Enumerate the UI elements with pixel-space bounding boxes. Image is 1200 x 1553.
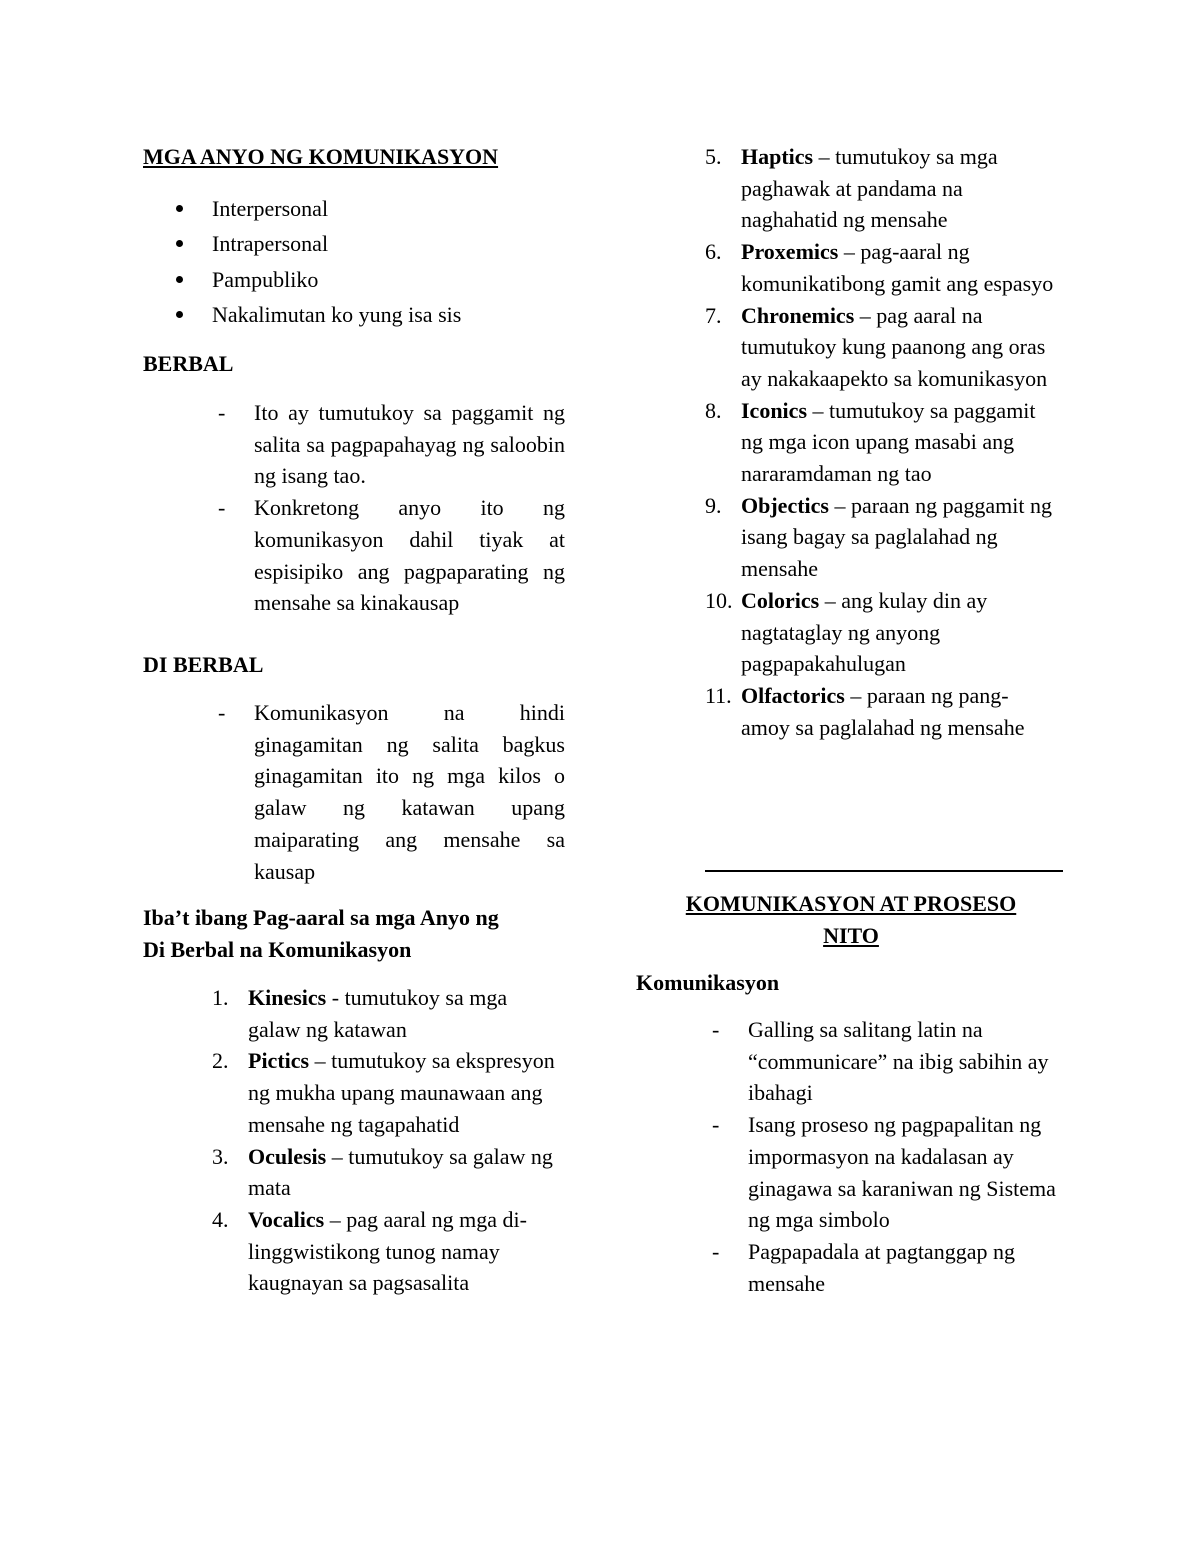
item-desc: ang kulay din ay nagtataglay ng anyong pagpapakahulugan [741, 587, 988, 677]
item-number: 10. [705, 587, 733, 613]
item-desc: tumutukoy sa paggamit ng mga icon upang masabi ang nararamdaman ng tao [741, 397, 1036, 487]
item-separator: – [807, 397, 829, 423]
list-item: - Galling sa salitang latin na “communicare” na ibig sabihin ay ibahagi [712, 1014, 1062, 1109]
list-item: Pampubliko [143, 264, 568, 299]
item-term: Colorics [741, 587, 820, 613]
item-separator: – [854, 302, 877, 328]
pagaaral-heading-line2: Di Berbal na Komunikasyon [143, 937, 412, 962]
list-item [212, 1141, 562, 1204]
item-desc: pag aaral ng mga di-linggwistikong tunog namay kaugnayan sa pagsasalita [248, 1206, 527, 1296]
item-separator: – [819, 587, 842, 613]
item-term: Proxemics [741, 239, 839, 265]
studies-list-left [212, 982, 562, 1299]
list-item: Interpersonal [143, 193, 568, 228]
berbal-list [218, 397, 565, 619]
item-term: Chronemics [741, 302, 855, 328]
item-separator: – [326, 1143, 349, 1169]
item-term: Vocalics [248, 1206, 325, 1232]
item-desc: pag aaral na tumutukoy kung paanong ang oras ay nakakaapekto sa komunikasyon [741, 302, 1048, 391]
item-separator: – [309, 1048, 332, 1074]
berbal-heading: BERBAL [143, 351, 234, 376]
list-item: - Konkretong anyo ito ng komunikasyon dahil tiyak at espisipiko ang pagpaparating ng mensahe sa kinakausap [218, 492, 565, 619]
list-item [705, 680, 1055, 743]
proseso-heading-line1: KOMUNIKASYON AT PROSESO [685, 891, 1017, 916]
list-item: - Isang proseso ng pagpapalitan ng impormasyon na kadalasan ay ginagawa sa karaniwan ng Sistema ng mga simbolo [712, 1109, 1062, 1236]
list-item: Intrapersonal [143, 228, 568, 263]
anyo-heading: MGA ANYO NG KOMUNIKASYON [143, 144, 499, 169]
item-number: 9. [705, 492, 722, 518]
item-number: 8. [705, 397, 722, 423]
anyo-list [143, 193, 568, 334]
list-item [212, 982, 562, 1045]
item-desc: tumutukoy sa ekspresyon ng mukha upang maunawaan ang mensahe ng tagapahatid [248, 1048, 555, 1137]
pagaaral-heading-line1: Iba’t ibang Pag-aaral sa mga Anyo ng [143, 905, 499, 930]
item-separator: - [326, 985, 345, 1010]
item-desc: tumutukoy sa galaw ng mata [248, 1143, 553, 1201]
item-term: Olfactorics [741, 682, 845, 708]
item-desc: tumutukoy sa mga galaw ng katawan [248, 985, 508, 1042]
list-item [705, 585, 1055, 680]
list-item: - Ito ay tumutukoy sa paggamit ng salita sa pagpapahayag ng saloobin ng isang tao. [218, 397, 565, 492]
item-number: 5. [705, 144, 722, 169]
item-number: 7. [705, 302, 722, 328]
item-separator: – [838, 239, 861, 265]
item-number: 4. [212, 1206, 229, 1232]
item-term: Kinesics [248, 985, 327, 1010]
item-number: 2. [212, 1048, 229, 1074]
item-separator: – [828, 492, 851, 518]
item-term: Haptics [741, 144, 814, 169]
list-item [705, 236, 1055, 299]
proseso-heading [636, 888, 1066, 952]
item-term: Objectics [741, 492, 829, 518]
item-desc: paraan ng pang-amoy sa paglalahad ng mensahe [741, 682, 1025, 740]
item-number: 3. [212, 1143, 229, 1169]
studies-list-right [705, 141, 1055, 743]
item-number: 11. [705, 682, 732, 708]
list-item [705, 395, 1055, 490]
list-item: Nakalimutan ko yung isa sis [143, 299, 568, 334]
item-number: 6. [705, 239, 722, 265]
diberbal-heading: DI BERBAL [143, 652, 264, 677]
list-item: - Pagpapadala at pagtanggap ng mensahe [712, 1236, 1062, 1299]
item-separator: – [844, 682, 867, 708]
list-item [212, 1045, 562, 1140]
list-item [705, 141, 1055, 236]
item-separator: – [813, 144, 836, 169]
item-term: Iconics [741, 397, 807, 423]
item-term: Pictics [248, 1048, 310, 1074]
item-number: 1. [212, 985, 229, 1010]
list-item [212, 1204, 562, 1299]
proseso-heading-line2: NITO [823, 923, 879, 948]
komunikasyon-heading: Komunikasyon [636, 970, 780, 995]
pagaaral-heading [143, 902, 499, 966]
list-item [705, 300, 1055, 395]
item-desc: tumutukoy sa mga paghawak at pandama na naghahatid ng mensahe [741, 144, 998, 233]
item-term: Oculesis [248, 1143, 327, 1169]
item-separator: – [324, 1206, 347, 1232]
item-desc: pag-aaral ng komunikatibong gamit ang espasyo [741, 239, 1054, 296]
diberbal-list [218, 697, 565, 887]
komunikasyon-list [712, 1014, 1062, 1299]
item-desc: paraan ng paggamit ng isang bagay sa paglalahad ng mensahe [741, 492, 1052, 582]
list-item [705, 490, 1055, 585]
section-divider [705, 870, 1063, 872]
list-item: - Komunikasyon na hindi ginagamitan ng salita bagkus ginagamitan ito ng mga kilos o galaw ng katawan upang maiparating ang mensahe sa kausap [218, 697, 565, 887]
